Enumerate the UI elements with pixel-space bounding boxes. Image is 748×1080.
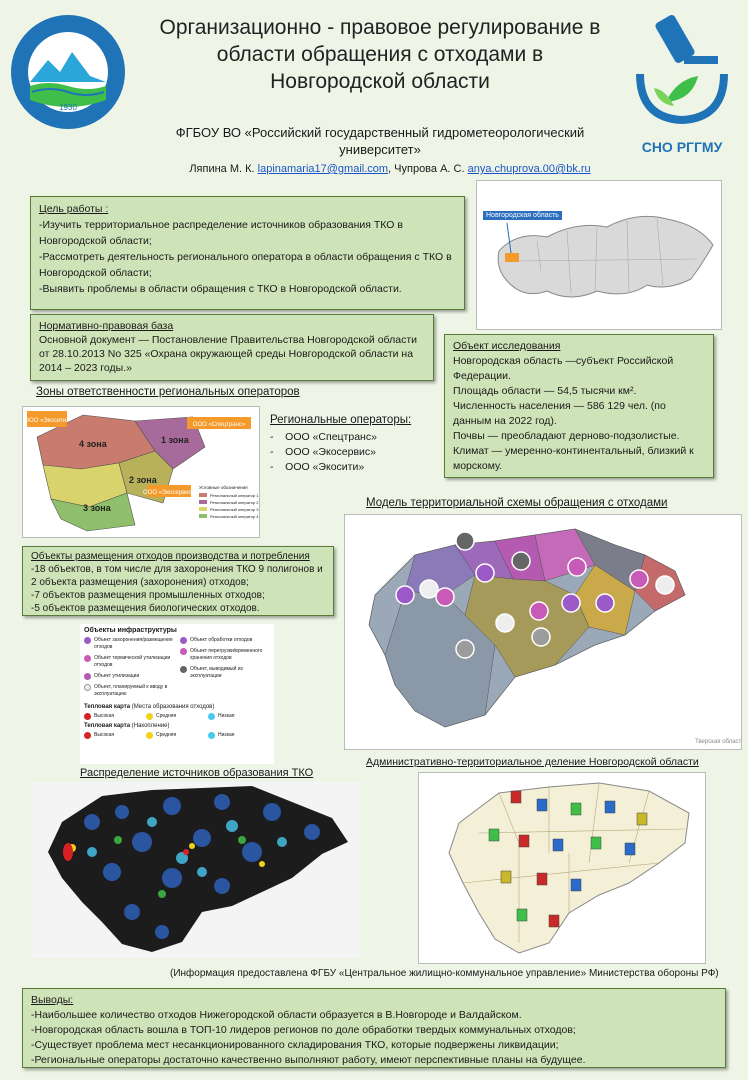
recycling-icon xyxy=(84,673,91,680)
object-line: Площадь области — 54,5 тысячи км². xyxy=(453,385,637,397)
model-title: Модель территориальной схемы обращения с отходами xyxy=(366,497,668,509)
admin-caption: Административно-территориальное деление Новгородской области xyxy=(366,756,699,768)
conclusion-item: -Новгородская область вошла в ТОП-10 лидеров регионов по доле обработки твердых коммунальных отходов; xyxy=(31,1024,576,1036)
logo-year: 1930 xyxy=(59,103,77,112)
company-tag: ООО «Спецтранс» xyxy=(192,422,246,428)
conclusion-item: -Наибольшее количество отходов Нижегородской области образуется в В.Новгороде и Валдайском. xyxy=(31,1009,522,1021)
zone-label: 1 зона xyxy=(161,435,189,445)
operator-item: - ООО «Спецтранс» xyxy=(270,431,377,443)
operators-heading: Региональные операторы: xyxy=(270,414,412,426)
sno-logo xyxy=(626,10,738,160)
email-link-2[interactable]: anya.chuprova.00@bk.ru xyxy=(467,163,591,175)
infra-legend-title: Объекты инфраструктуры xyxy=(84,627,177,634)
infra-item: Объект обработки отходов xyxy=(190,637,253,643)
zones-legend-item: Региональный оператор 2 xyxy=(210,500,259,505)
company-tag: ООО «Экосервис» xyxy=(143,490,195,496)
thermal-icon xyxy=(84,655,91,662)
source-note: (Информация предоставлена ФГБУ «Центральное жилищно-коммунальное управление» Министерства обороны РФ) xyxy=(170,968,719,979)
goals-box xyxy=(30,196,465,310)
object-box xyxy=(444,334,714,478)
processing-icon xyxy=(180,637,187,644)
zone-label: 2 зона xyxy=(129,475,157,485)
decommission-icon xyxy=(180,666,187,673)
organization: ФГБОУ ВО «Российский государственный гидрометеорологический университет» xyxy=(175,125,585,157)
low-dot xyxy=(208,713,215,720)
zone-label: 4 зона xyxy=(79,439,107,449)
heat-map xyxy=(32,782,360,958)
object-heading: Объект исследования xyxy=(453,340,561,352)
operators-block xyxy=(270,414,440,475)
low-dot xyxy=(208,732,215,739)
company-tag: ООО «Экосити» xyxy=(24,418,70,424)
zones-legend-item: Региональный оператор 1 xyxy=(210,493,259,498)
conclusions-box xyxy=(22,988,726,1068)
zones-legend-title: Условные обозначения xyxy=(199,485,248,490)
goal-item: -Изучить территориальное распределение источников образования ТКО в Новгородской области; xyxy=(39,219,403,247)
landfill-icon xyxy=(84,637,91,644)
zone-label: 3 зона xyxy=(83,503,111,513)
legal-box xyxy=(30,314,434,381)
author-2: , Чупрова А. С. xyxy=(388,163,465,175)
operator-item: - ООО «Экосервис» xyxy=(270,446,376,458)
operator-item: - ООО «Экосити» xyxy=(270,461,365,473)
planned-icon xyxy=(84,684,91,691)
sno-label: СНО РГГМУ xyxy=(641,139,723,155)
goal-item: -Выявить проблемы в области обращения с ТКО в Новгородской области. xyxy=(39,283,402,295)
zones-title: Зоны ответственности региональных операторов xyxy=(36,386,300,398)
infra-legend: Объекты инфраструктуры Объект захоронения/размещения отходов Объект термической утилизации отходов Объект утилизации Объект, планируемый к вводу в эксплуатацию Объект обработки отходов Объект перегрузки/временного хранения отходов Объект, выводимый из эксплуатации Тепловая карта (Места образования отходов) Высокая Средняя Низкая Тепловая карта (Накопление) Высокая Средняя Низкая xyxy=(80,624,274,764)
object-line: Новгородская область —субъект Российской Федерации. xyxy=(453,355,674,382)
conclusion-item: -Существует проблема мест несанкционированного складирования ТКО, которые подвержены ликвидации; xyxy=(31,1039,559,1051)
legal-heading: Нормативно-правовая база xyxy=(39,320,174,332)
high-dot xyxy=(84,732,91,739)
zones-legend-item: Региональный оператор 4 xyxy=(210,514,259,519)
object-line: Климат — умеренно-континентальный, близкий к морскому. xyxy=(453,445,694,472)
infra-item: Объект термической утилизации отходов xyxy=(94,655,171,668)
conclusions-heading: Выводы: xyxy=(31,994,74,1006)
model-map xyxy=(344,514,742,750)
russia-map-label: Новгородская область xyxy=(483,211,562,220)
legal-text: Основной документ — Постановление Правительства Новгородской области от 28.10.2013 No 325 «Охрана окружающей среды Новгородской области на 2014 – 2023 годы.» xyxy=(39,334,417,374)
facility-item: -5 объектов размещения биологических отходов. xyxy=(31,603,260,614)
facility-item: -18 объектов, в том числе для захоронения ТКО 9 полигонов и 2 объекта размещения (захоронения) отходов; xyxy=(31,564,323,588)
infra-item: Объект, выводимый из эксплуатации xyxy=(190,666,243,679)
goals-heading: Цель работы : xyxy=(39,203,109,215)
infra-item: Объект захоронения/размещения отходов xyxy=(94,637,173,650)
conclusion-item: -Региональные операторы достаточно качественно выполняют работу, имеют перспективные планы на будущее. xyxy=(31,1054,586,1066)
russia-map xyxy=(476,180,722,330)
model-corner-label: Тверская область xyxy=(695,739,741,745)
medium-dot xyxy=(146,713,153,720)
zones-legend-item: Региональный оператор 3 xyxy=(210,507,259,512)
high-dot xyxy=(84,713,91,720)
zones-map xyxy=(22,406,260,538)
medium-dot xyxy=(146,732,153,739)
goal-item: -Рассмотреть деятельность регионального оператора в области обращения с ТКО в Новгородской области; xyxy=(39,251,452,279)
rshu-logo xyxy=(8,12,128,132)
infra-item: Объект утилизации xyxy=(94,673,140,679)
object-line: Численность населения — 586 129 чел. (по данным на 2022 год). xyxy=(453,400,666,427)
infra-item: Объект, планируемый к вводу в эксплуатацию xyxy=(94,684,168,697)
transfer-icon xyxy=(180,648,187,655)
author-1: Ляпина М. К. xyxy=(189,163,255,175)
email-link-1[interactable]: lapinamaria17@gmail.com xyxy=(257,163,389,175)
distribution-title: Распределение источников образования ТКО xyxy=(80,767,314,779)
authors-line xyxy=(140,163,640,175)
infra-item: Объект перегрузки/временного хранения отходов xyxy=(190,648,263,661)
facilities-heading: Объекты размещения отходов производства и потребления xyxy=(31,551,310,562)
facility-item: -7 объектов размещения промышленных отходов; xyxy=(31,590,265,601)
page-title: Организационно - правовое регулирование в области обращения с отходами в Новгородской области xyxy=(159,16,601,93)
facilities-box xyxy=(22,546,334,616)
admin-map xyxy=(418,772,706,964)
object-line: Почвы — преобладают дерново-подзолистые. xyxy=(453,430,680,442)
